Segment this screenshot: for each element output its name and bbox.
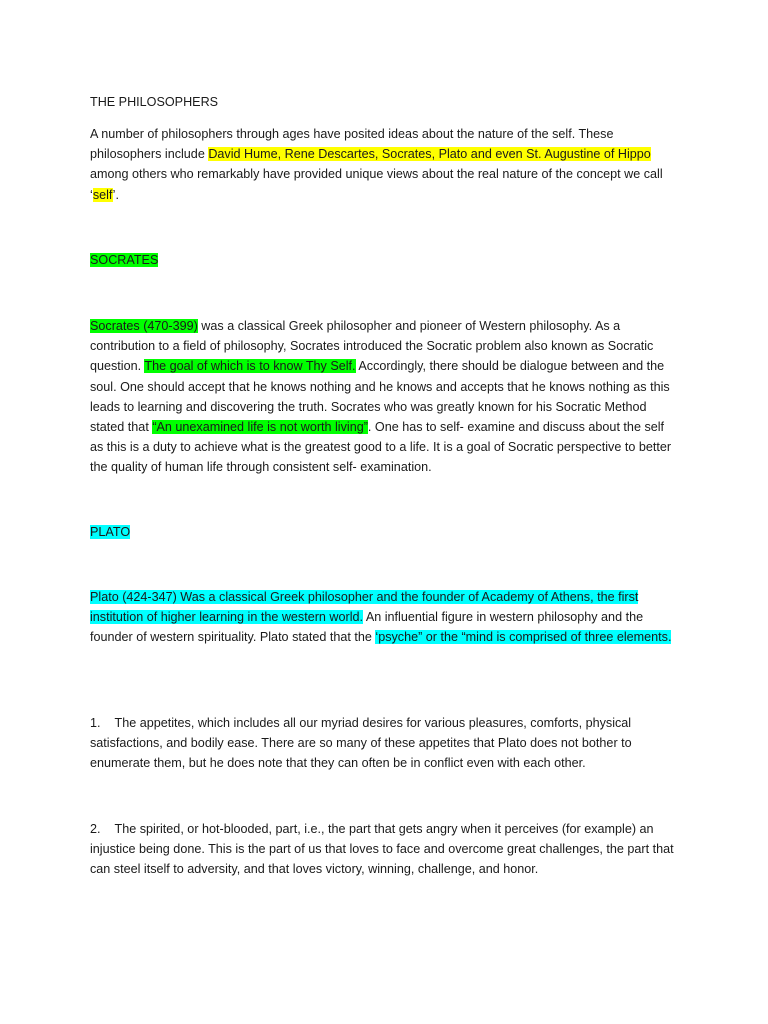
list-item-text: The spirited, or hot-blooded, part, i.e., the part that gets angry when it perceives (for example) an injustice being done. This is the part of us that loves to face and overcome great challenges, the part that can steel itself to adversity, and that loves victory, winning, challenge, and honor. bbox=[90, 822, 674, 877]
socrates-paragraph bbox=[90, 316, 680, 478]
socrates-text-2: Accordingly, there should be dialogue between and the soul. One should accept that he knows nothing and he knows and accepts that he knows nothing as this leads to learning and discovering the truth. Socrates who was greatly known for his Socratic Method stated that bbox=[90, 359, 670, 435]
intro-highlight-self: self bbox=[92, 187, 113, 202]
intro-paragraph bbox=[90, 124, 680, 205]
list-item-number: 2. bbox=[90, 822, 101, 836]
document-title bbox=[90, 92, 680, 112]
list-item-text: The appetites, which includes all our myriad desires for various pleasures, comforts, physical satisfactions, and bodily ease. There are so many of these appetites that Plato does not bother to enumerate them, but he does note that they can often be in conflict even with each other. bbox=[90, 716, 632, 771]
socrates-highlight-quote: “An unexamined life is not worth living” bbox=[152, 420, 368, 435]
socrates-highlight-goal: The goal of which is to know Thy Self. bbox=[144, 359, 356, 374]
list-item-number: 1. bbox=[90, 716, 101, 730]
socrates-text-1: was a classical Greek philosopher and pioneer of Western philosophy. As a contribution to a field of philosophy, Socrates introduced the Socratic problem also known as Socratic question. bbox=[90, 319, 654, 374]
plato-highlight-psyche: ‘psyche” or the “mind is comprised of three elements. bbox=[375, 630, 672, 645]
socrates-heading-text: SOCRATES bbox=[90, 253, 159, 267]
plato-text-1: An influential figure in western philosophy and the founder of western spirituality. Plato stated that the bbox=[90, 610, 644, 645]
intro-text-2: among others who remarkably have provided unique views about the real nature of the concept we call ‘ bbox=[90, 167, 663, 202]
plato-highlight-intro: Plato (424-347) Was a classical Greek philosopher and the founder of Academy of Athens, the first institution of higher learning in the western world. bbox=[90, 590, 639, 625]
socrates-heading bbox=[90, 250, 680, 270]
list-item-appetites bbox=[90, 713, 680, 774]
intro-text-1: A number of philosophers through ages have posited ideas about the nature of the self. These philosophers include bbox=[90, 127, 614, 162]
plato-paragraph bbox=[90, 587, 680, 648]
title-text: THE PHILOSOPHERS bbox=[90, 95, 219, 109]
list-item-spirited bbox=[90, 819, 680, 880]
plato-heading bbox=[90, 522, 680, 542]
intro-highlight-philosophers: David Hume, Rene Descartes, Socrates, Plato and even St. Augustine of Hippo bbox=[208, 147, 651, 162]
socrates-text-3: . One has to self- examine and discuss about the self as this is a duty to achieve what is the greatest good to a life. It is a goal of Socratic perspective to better the quality of human life through consistent self- examination. bbox=[90, 420, 672, 475]
intro-text-3: ’. bbox=[112, 187, 119, 202]
socrates-highlight-dates: Socrates (470-399) bbox=[90, 319, 198, 333]
plato-heading-text: PLATO bbox=[90, 525, 131, 539]
